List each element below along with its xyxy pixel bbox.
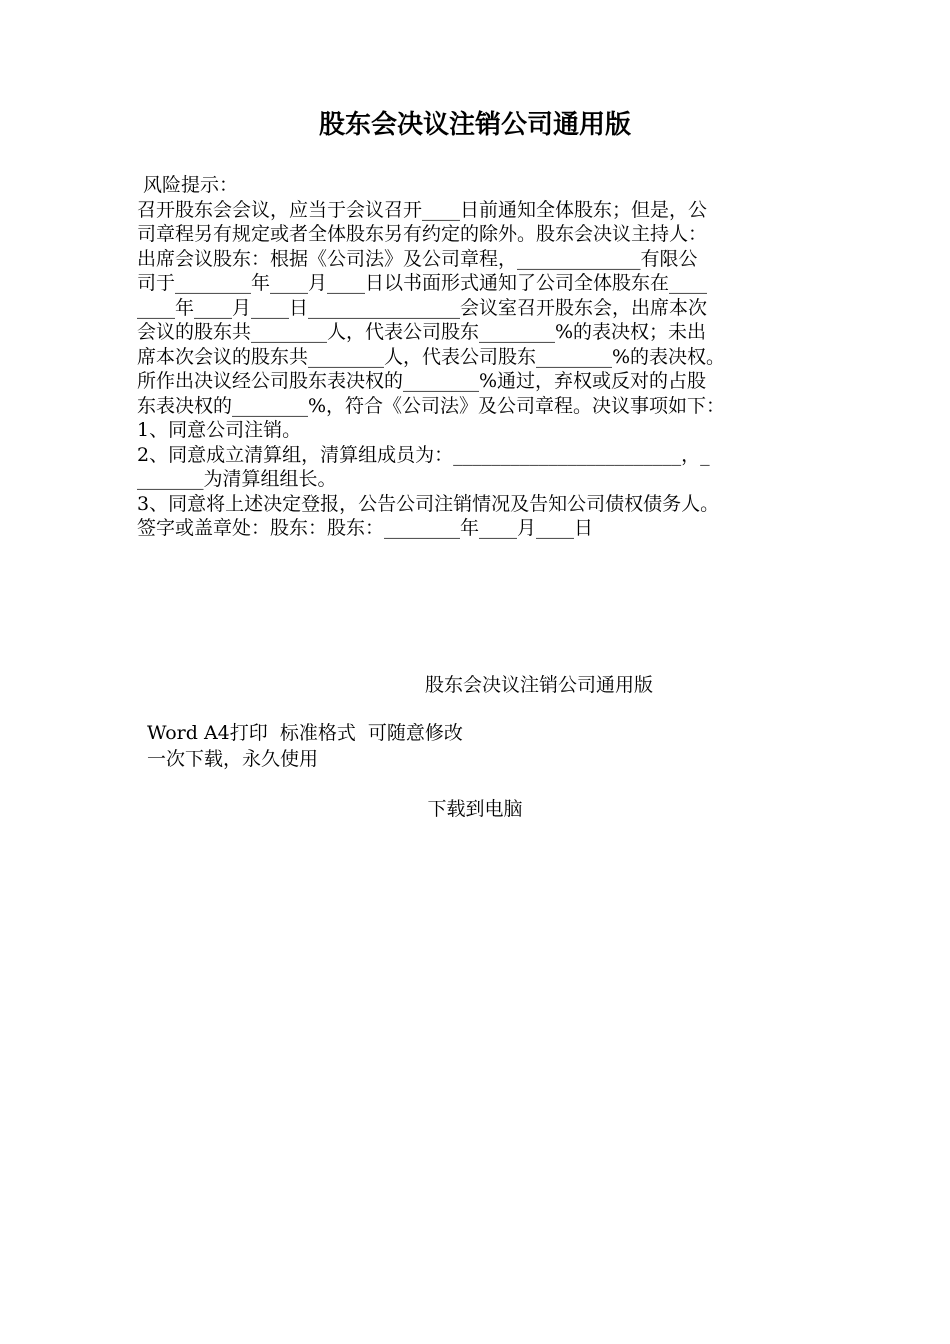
body-line: 司于________年____月____日以书面形式通知了公司全体股东在____ [137,272,708,294]
download-link[interactable]: 下载到电脑 [427,798,523,820]
resolution-item-1: 1、同意公司注销。 [137,419,302,441]
footer-format-info: Word A4打印 标准格式 可随意修改 [147,722,463,744]
body-line: 召开股东会会议，应当于会议召开____日前通知全体股东；但是，公 [137,198,708,221]
signature-line: 签字或盖章处：股东：股东：________年____月____日 [137,517,594,539]
resolution-item-2-cont: _______为清算组组长。 [137,468,337,490]
footer-title: 股东会决议注销公司通用版 [424,674,653,696]
resolution-item-2: 2、同意成立清算组，清算组成员为：________________________，_ [137,443,710,466]
body-line: 席本次会议的股东共________人，代表公司股东________%的表决权。 [137,345,726,368]
footer-usage-info: 一次下载，永久使用 [147,748,319,770]
body-line: 会议的股东共________人，代表公司股东________%的表决权；未出 [137,321,707,343]
body-line: 司章程另有规定或者全体股东另有约定的除外。股东会决议主持人： [137,223,708,245]
body-line: 东表决权的________%，符合《公司法》及公司章程。决议事项如下： [137,394,726,417]
document-title: 股东会决议注销公司通用版 [318,110,631,140]
document-body [137,173,827,541]
risk-notice-heading: 风险提示： [137,174,239,196]
resolution-item-3: 3、同意将上述决定登报，公告公司注销情况及告知公司债权债务人。 [137,492,720,515]
body-line: ____年____月____日________________会议室召开股东会，出席本次 [137,296,708,319]
body-line: 出席会议股东：根据《公司法》及公司章程，_____________有限公 [137,247,698,270]
body-line: 所作出决议经公司股东表决权的________%通过，弃权或反对的占股 [137,370,707,392]
